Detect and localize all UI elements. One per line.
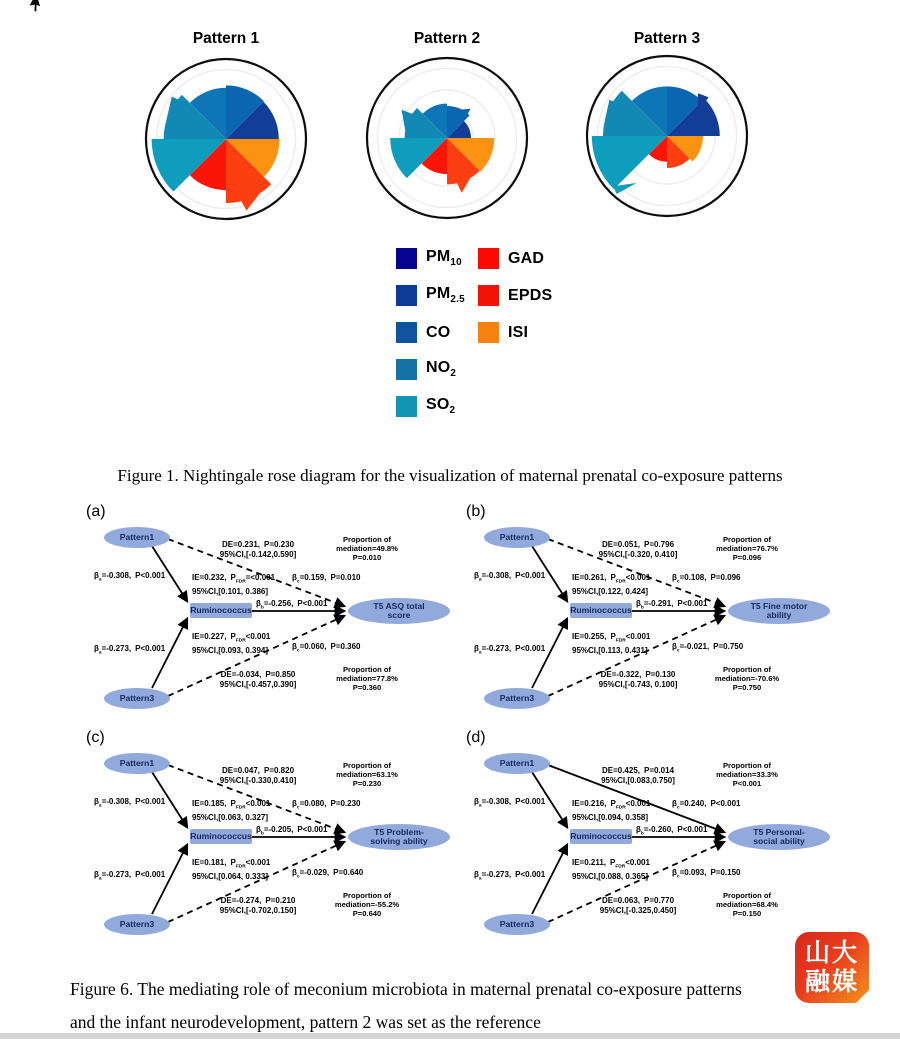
legend-column-2 <box>478 248 552 343</box>
node-mediator: Ruminococcus <box>190 829 252 844</box>
label-de-top: DE=0.047, P=0.820 95%CI,[-0.330,0.410] <box>219 766 297 785</box>
legend-item <box>396 285 465 306</box>
label-ie-bottom: IE=0.181, $P_{FDR}<0.001$ 95%CI,[0.064, 0.333] <box>192 858 271 882</box>
label-beta-a-top: $\beta_a=-0.308$, P<0.001 <box>94 797 166 809</box>
figure6-caption-line2: and the infant neurodevelopment, pattern 2 was set as the reference <box>70 1011 541 1032</box>
label-ie-bottom: IE=0.227, $P_{FDR}<0.001$ 95%CI,[0.093, 0.394] <box>192 632 271 656</box>
legend-label: $PM_{2.5}$ <box>426 285 465 306</box>
label-beta-a-bottom: $\beta_a=-0.273$, P<0.001 <box>94 870 166 882</box>
rose-chart-pattern-3 <box>583 52 751 220</box>
legend-label: $PM_{10}$ <box>426 248 462 269</box>
legend-label: $SO_2$ <box>426 396 456 417</box>
label-beta-a-top: $\beta_a=-0.308$, P<0.001 <box>474 797 546 809</box>
node-pattern3: Pattern3 <box>484 688 550 709</box>
label-beta-b: $\beta_b=-0.291$, P<0.001 <box>636 599 708 611</box>
label-beta-c-top: $\beta_c=0.080$, P=0.230 <box>292 799 361 811</box>
label-prop-top: Proportion of mediation=63.1% P=0.230 <box>336 761 398 788</box>
label-beta-c-top: $\beta_c=0.108$, P=0.096 <box>672 573 741 585</box>
node-outcome: T5 ASQ total score <box>348 598 450 624</box>
legend-swatch <box>396 359 417 380</box>
label-prop-top: Proportion of mediation=33.3% P<0.001 <box>716 761 778 788</box>
node-outcome: T5 Fine motor ability <box>728 598 830 624</box>
mediation-panel-d <box>458 726 838 948</box>
label-beta-a-top: $\beta_a=-0.308$, P<0.001 <box>94 571 166 583</box>
label-de-top: DE=0.051, P=0.796 95%CI,[-0.320, 0.410] <box>598 540 678 559</box>
label-beta-b: $\beta_b=-0.260$, P<0.001 <box>636 825 708 837</box>
label-prop-top: Proportion of mediation=76.7% P=0.096 <box>716 535 778 562</box>
label-ie-top: IE=0.216, $P_{FDR}<0.001$ 95%CI,[0.094, 0.358] <box>572 799 651 823</box>
mouse-pointer-icon <box>22 0 56 17</box>
node-mediator: Ruminococcus <box>570 603 632 618</box>
label-beta-a-top: $\beta_a=-0.308$, P<0.001 <box>474 571 546 583</box>
bottom-divider <box>0 1033 900 1039</box>
legend-label: $NO_2$ <box>426 359 457 380</box>
legend-item <box>396 359 465 380</box>
label-de-bottom: DE=-0.322, P=0.130 95%CI,[-0.743, 0.100] <box>598 670 678 689</box>
legend-item <box>396 322 465 343</box>
legend-swatch <box>396 248 417 269</box>
node-pattern1: Pattern1 <box>104 527 170 548</box>
panel-letter: (c) <box>86 729 105 746</box>
label-beta-b: $\beta_b=-0.205$, P<0.001 <box>256 825 328 837</box>
label-de-bottom: DE=0.063, P=0.770 95%CI,[-0.325,0.450] <box>599 896 677 915</box>
legend-swatch <box>396 322 417 343</box>
legend-label: CO <box>426 323 451 341</box>
node-outcome: T5 Personal- social ability <box>728 824 830 850</box>
node-outcome: T5 Problem- solving ability <box>348 824 450 850</box>
figure6-caption-line1: Figure 6. The mediating role of meconium microbiota in maternal prenatal co-exposure patterns <box>70 978 742 999</box>
mediation-panel-a <box>78 500 458 722</box>
panel-letter: (b) <box>466 503 486 520</box>
label-beta-c-bottom: $\beta_c=-0.021$, P=0.750 <box>672 642 744 654</box>
label-de-bottom: DE=-0.274, P=0.210 95%CI,[-0.702,0.150] <box>219 896 297 915</box>
label-de-top: DE=0.231, P=0.230 95%CI,[-0.142,0.590] <box>219 540 297 559</box>
mediation-panel-c <box>78 726 458 948</box>
label-prop-bottom: Proportion of mediation=-55.2% P=0.640 <box>334 891 400 918</box>
label-ie-top: IE=0.261, $P_{FDR}<0.001$ 95%CI,[0.122, 0.424] <box>572 573 651 597</box>
label-beta-a-bottom: $\beta_a=-0.273$, P<0.001 <box>94 644 166 656</box>
label-prop-bottom: Proportion of mediation=77.8% P=0.360 <box>336 665 398 692</box>
label-de-top: DE=0.425, P=0.014 95%CI,[0.083,0.750] <box>601 766 675 785</box>
logo-line2: 融媒 <box>804 967 859 996</box>
node-pattern3: Pattern3 <box>484 914 550 935</box>
label-ie-top: IE=0.185, $P_{FDR}<0.001$ 95%CI,[0.063, 0.327] <box>192 799 271 823</box>
legend-label: ISI <box>508 323 529 341</box>
label-de-bottom: DE=-0.034, P=0.850 95%CI,[-0.457,0.390] <box>219 670 297 689</box>
label-prop-bottom: Proportion of mediation=68.4% P=0.150 <box>716 891 778 918</box>
label-beta-a-bottom: $\beta_a=-0.273$, P<0.001 <box>474 870 546 882</box>
rose-chart-pattern-1 <box>142 55 310 223</box>
legend-item <box>396 396 465 417</box>
node-pattern1: Pattern1 <box>104 753 170 774</box>
rose-chart-pattern-2 <box>363 54 531 222</box>
label-ie-top: IE=0.232, $P_{FDR}=<0.001$ 95%CI,[0.101, 0.386] <box>192 573 276 597</box>
legend-swatch <box>478 248 499 269</box>
rose-title-pattern-2: Pattern 2 <box>413 30 481 47</box>
label-ie-bottom: IE=0.211, $P_{FDR}<0.001$ 95%CI,[0.088, 0.365] <box>572 858 650 882</box>
label-beta-b: $\beta_b=-0.256$, P<0.001 <box>256 599 328 611</box>
rose-sector-SO2 <box>592 136 667 189</box>
legend-swatch <box>396 396 417 417</box>
node-pattern3: Pattern3 <box>104 688 170 709</box>
label-beta-c-bottom: $\beta_c=0.060$, P=0.360 <box>292 642 361 654</box>
legend-item <box>478 285 552 306</box>
legend-item <box>478 248 552 269</box>
rose-sector-spike <box>462 109 471 124</box>
label-prop-top: Proportion of mediation=49.8% P=0.010 <box>336 535 398 562</box>
rose-title-pattern-1: Pattern 1 <box>192 30 260 47</box>
node-mediator: Ruminococcus <box>570 829 632 844</box>
figure6-caption <box>70 973 830 1039</box>
legend-item <box>396 248 465 269</box>
legend-swatch <box>396 285 417 306</box>
legend-label: GAD <box>508 249 545 267</box>
legend-item <box>478 322 552 343</box>
figure1-caption: Figure 1. Nightingale rose diagram for the visualization of maternal prenatal co-exposure patterns <box>117 466 783 485</box>
label-beta-a-bottom: $\beta_a=-0.273$, P<0.001 <box>474 644 546 656</box>
panel-letter: (d) <box>466 729 486 746</box>
legend-column-1 <box>396 248 465 417</box>
legend-swatch <box>478 285 499 306</box>
node-pattern1: Pattern1 <box>484 527 550 548</box>
legend-label: EPDS <box>508 286 553 304</box>
label-beta-c-top: $\beta_c=0.240$, P<0.001 <box>672 799 741 811</box>
label-prop-bottom: Proportion of mediation=-70.6% P=0.750 <box>714 665 780 692</box>
node-pattern3: Pattern3 <box>104 914 170 935</box>
node-pattern1: Pattern1 <box>484 753 550 774</box>
legend-swatch <box>478 322 499 343</box>
panel-letter: (a) <box>86 503 106 520</box>
rose-title-pattern-3: Pattern 3 <box>633 30 701 47</box>
mediation-panel-b <box>458 500 838 722</box>
label-ie-bottom: IE=0.255, $P_{FDR}<0.001$ 95%CI,[0.113, 0.431] <box>572 632 651 656</box>
label-beta-c-bottom: $\beta_c=-0.029$, P=0.640 <box>292 868 364 880</box>
logo-line1: 山大 <box>804 938 859 967</box>
label-beta-c-bottom: $\beta_c=0.093$, P=0.150 <box>672 868 741 880</box>
label-beta-c-top: $\beta_c=0.159$, P=0.010 <box>292 573 361 585</box>
sdu-media-logo <box>795 932 869 1003</box>
node-mediator: Ruminococcus <box>190 603 252 618</box>
